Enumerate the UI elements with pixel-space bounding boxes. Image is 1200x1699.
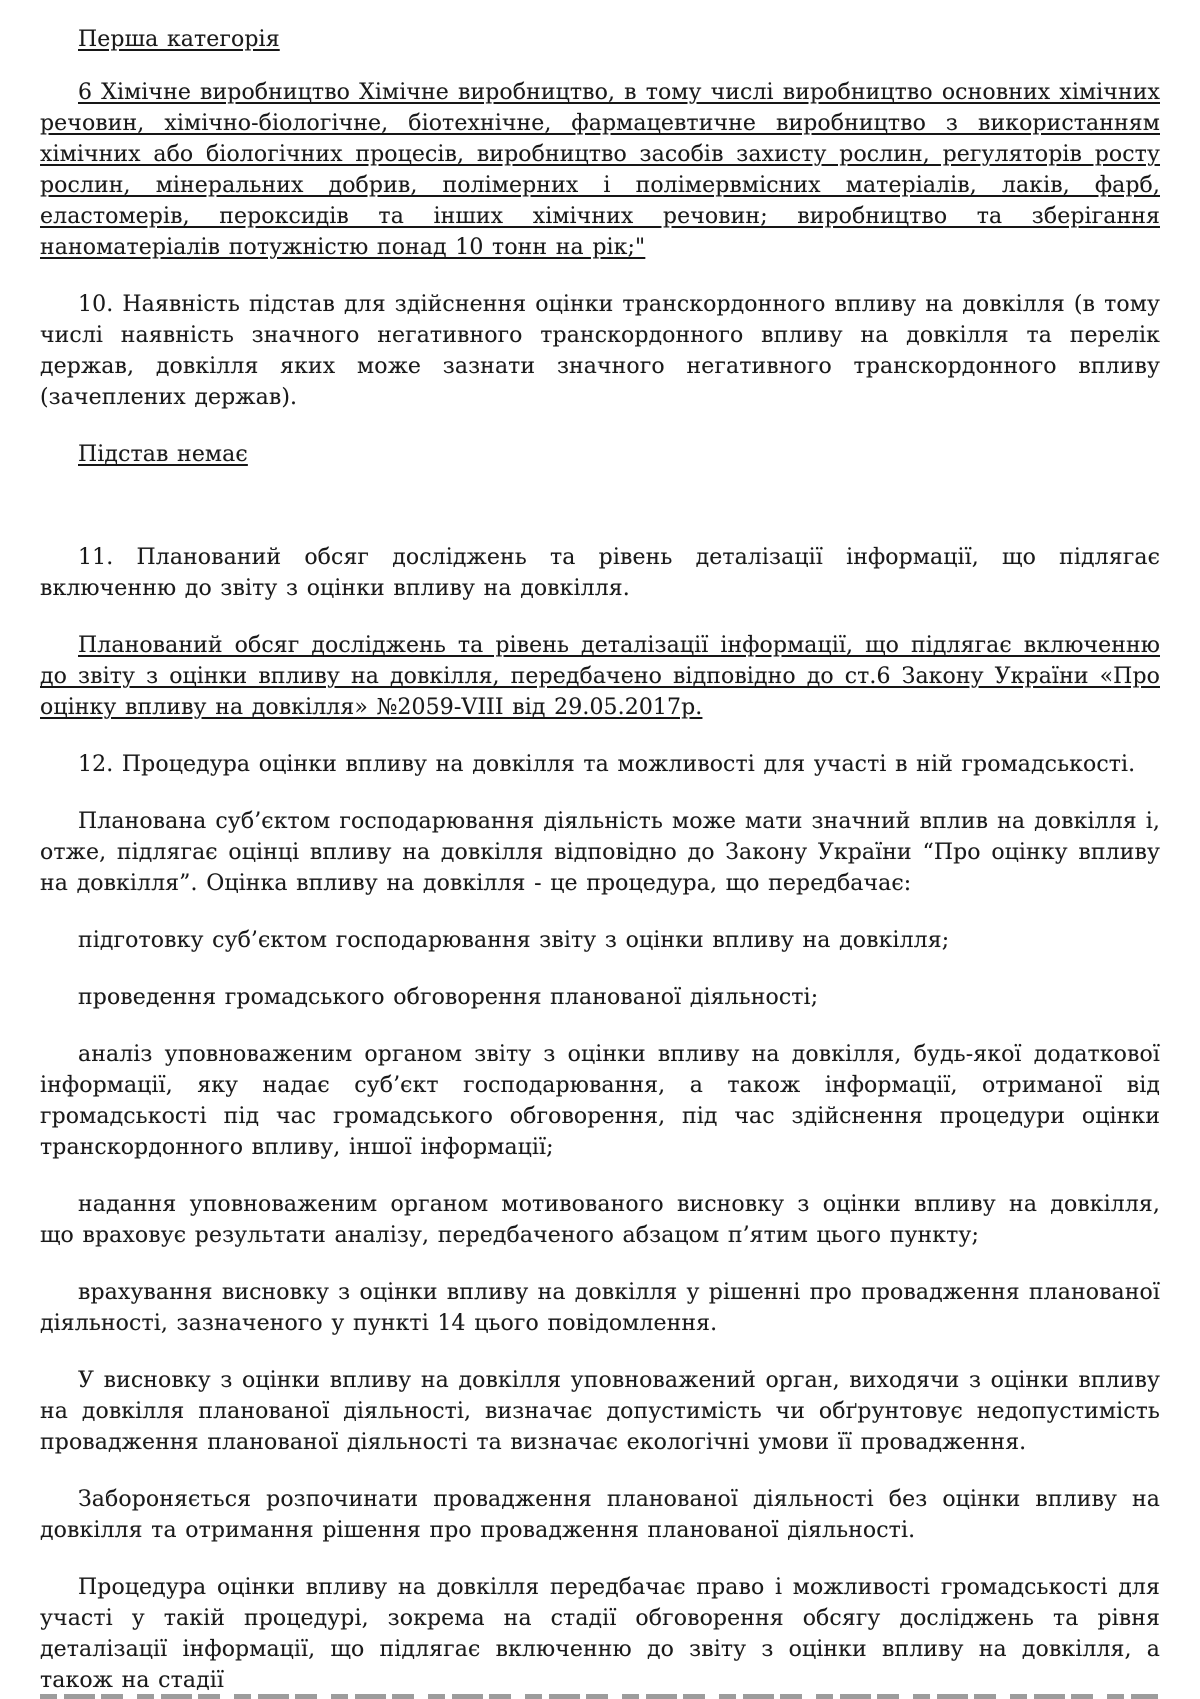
paragraph-chemical-production: 6 Хімічне виробництво Хімічне виробництво, в тому числі виробництво основних хімічних речовин, хімічно-біологічне, біотехнічне, фармацевтичне виробництво з використанням хімічних або біологічних процесів, виробництво засобів захисту рослин, регуляторів росту рослин, мінеральних добрив, полімерних і полімервмісних матеріалів, лаків, фарб, еластомерів, пероксидів та інших хімічних речовин; виробництво та зберігання наноматеріалів потужністю понад 10 тонн на рік;" [40, 80, 1160, 260]
paragraph-item-10: 10. Наявність підстав для здійснення оцінки транскордонного впливу на довкілля (в тому числі наявність значного негативного транскордонного впливу на довкілля та перелік держав, довкілля яких може зазнати значного негативного транскордонного впливу (зачеплених держав). [40, 292, 1160, 410]
paragraph-step-report: підготовку суб’єктом господарювання звіту з оцінки впливу на довкілля; [78, 928, 950, 953]
category-heading: Перша категорія [78, 27, 280, 52]
paragraph-planned-activity: Планована суб’єктом господарювання діяльність може мати значний вплив на довкілля і, отже, підлягає оцінці впливу на довкілля відповідно до Закону України “Про оцінку впливу на довкілля”. Оцінка впливу на довкілля - це процедура, що передбачає: [40, 809, 1160, 896]
paragraph-no-grounds: Підстав немає [78, 442, 248, 467]
paragraph-item-12: 12. Процедура оцінки впливу на довкілля та можливості для участі в ній громадськості. [78, 752, 1136, 777]
paragraph-step-discussion: проведення громадського обговорення планованої діяльності; [78, 985, 819, 1010]
paragraph-scope-statement: Планований обсяг досліджень та рівень деталізації інформації, що підлягає включенню до звіту з оцінки впливу на довкілля, передбачено відповідно до ст.6 Закону України «Про оцінку впливу на довкілля» №2059-VIII від 29.05.2017р. [40, 633, 1160, 720]
paragraph-prohibition-statement: Забороняється розпочинати провадження планованої діяльності без оцінки впливу на довкілля та отримання рішення про провадження планованої діяльності. [40, 1487, 1160, 1543]
paragraph-step-consideration: врахування висновку з оцінки впливу на довкілля у рішенні про провадження планованої діяльності, зазначеного у пункті 14 цього повідомлення. [40, 1280, 1160, 1336]
paragraph-procedure-statement: Процедура оцінки впливу на довкілля передбачає право і можливості громадськості для участі у такій процедурі, зокрема на стадії обговорення обсягу досліджень та рівня деталізації інформації, що підлягає включенню до звіту з оцінки впливу на довкілля, а також на стадії [40, 1575, 1160, 1693]
cutoff-text-line [40, 1694, 1158, 1699]
paragraph-step-analysis: аналіз уповноваженим органом звіту з оцінки впливу на довкілля, будь-якої додаткової інформації, яку надає суб’єкт господарювання, а також інформації, отриманої від громадськості під час громадського обговорення, під час здійснення процедури оцінки транскордонного впливу, іншої інформації; [40, 1042, 1160, 1160]
paragraph-item-11: 11. Планований обсяг досліджень та рівень деталізації інформації, що підлягає включенню до звіту з оцінки впливу на довкілля. [40, 545, 1160, 601]
paragraph-step-conclusion: надання уповноваженим органом мотивованого висновку з оцінки впливу на довкілля, що враховує результати аналізу, передбаченого абзацом п’ятим цього пункту; [40, 1192, 1160, 1248]
paragraph-conclusion-statement: У висновку з оцінки впливу на довкілля уповноважений орган, виходячи з оцінки впливу на довкілля планованої діяльності, визначає допустимість чи обґрунтовує недопустимість провадження планованої діяльності та визначає екологічні умови її провадження. [40, 1368, 1160, 1455]
